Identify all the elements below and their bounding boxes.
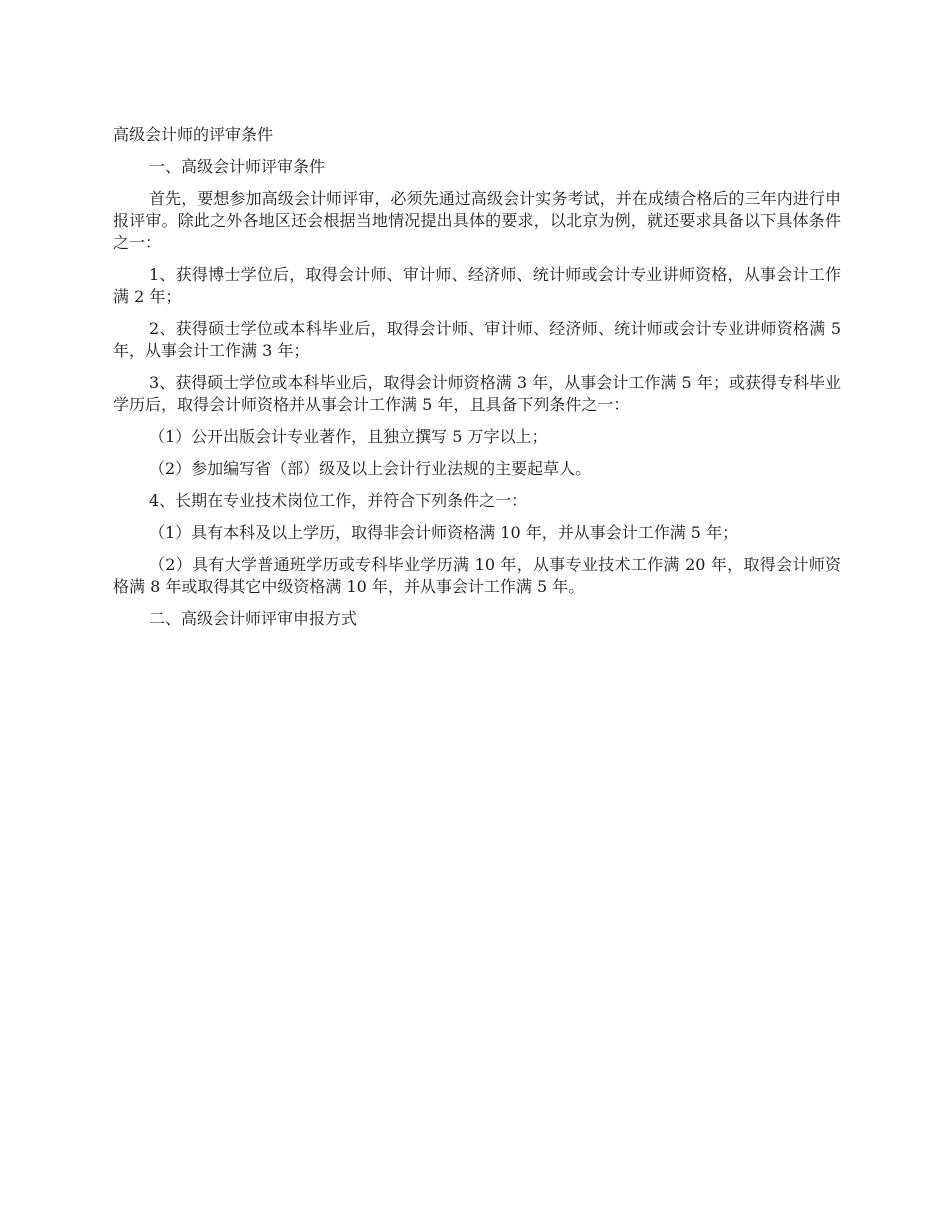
condition-4: 4、长期在专业技术岗位工作，并符合下列条件之一： bbox=[149, 491, 528, 510]
condition-3: 3、获得硕士学位或本科毕业后，取得会计师资格满 3 年，从事会计工作满 5 年；或获得专科毕业学历后，取得会计师资格并从事会计工作满 5 年，且具备下列条件之一： bbox=[113, 373, 841, 414]
intro-paragraph: 首先，要想参加高级会计师评审，必须先通过高级会计实务考试，并在成绩合格后的三年内进行申报评审。除此之外各地区还会根据当地情况提出具体的要求，以北京为例，就还要求具备以下具体条件之一： bbox=[113, 189, 841, 252]
condition-4-sub-2: （2）具有大学普通班学历或专科毕业学历满 10 年，从事专业技术工作满 20 年，取得会计师资格满 8 年或取得其它中级资格满 10 年，并从事会计工作满 5 年。 bbox=[113, 555, 841, 596]
condition-3-sub-1: （1）公开出版会计专业著作，且独立撰写 5 万字以上； bbox=[149, 427, 548, 446]
condition-4-sub-1: （1）具有本科及以上学历，取得非会计师资格满 10 年，并从事会计工作满 5 年； bbox=[149, 523, 739, 542]
section-heading-1: 一、高级会计师评审条件 bbox=[149, 157, 326, 176]
document-title: 高级会计师的评审条件 bbox=[113, 125, 274, 144]
document-page bbox=[113, 124, 841, 640]
section-heading-2: 二、高级会计师评审申报方式 bbox=[149, 609, 358, 628]
condition-1: 1、获得博士学位后，取得会计师、审计师、经济师、统计师或会计专业讲师资格，从事会计工作满 2 年； bbox=[113, 265, 841, 306]
condition-3-sub-2: （2）参加编写省（部）级及以上会计行业法规的主要起草人。 bbox=[149, 459, 592, 478]
condition-2: 2、获得硕士学位或本科毕业后，取得会计师、审计师、经济师、统计师或会计专业讲师资格满 5 年，从事会计工作满 3 年； bbox=[113, 319, 841, 360]
